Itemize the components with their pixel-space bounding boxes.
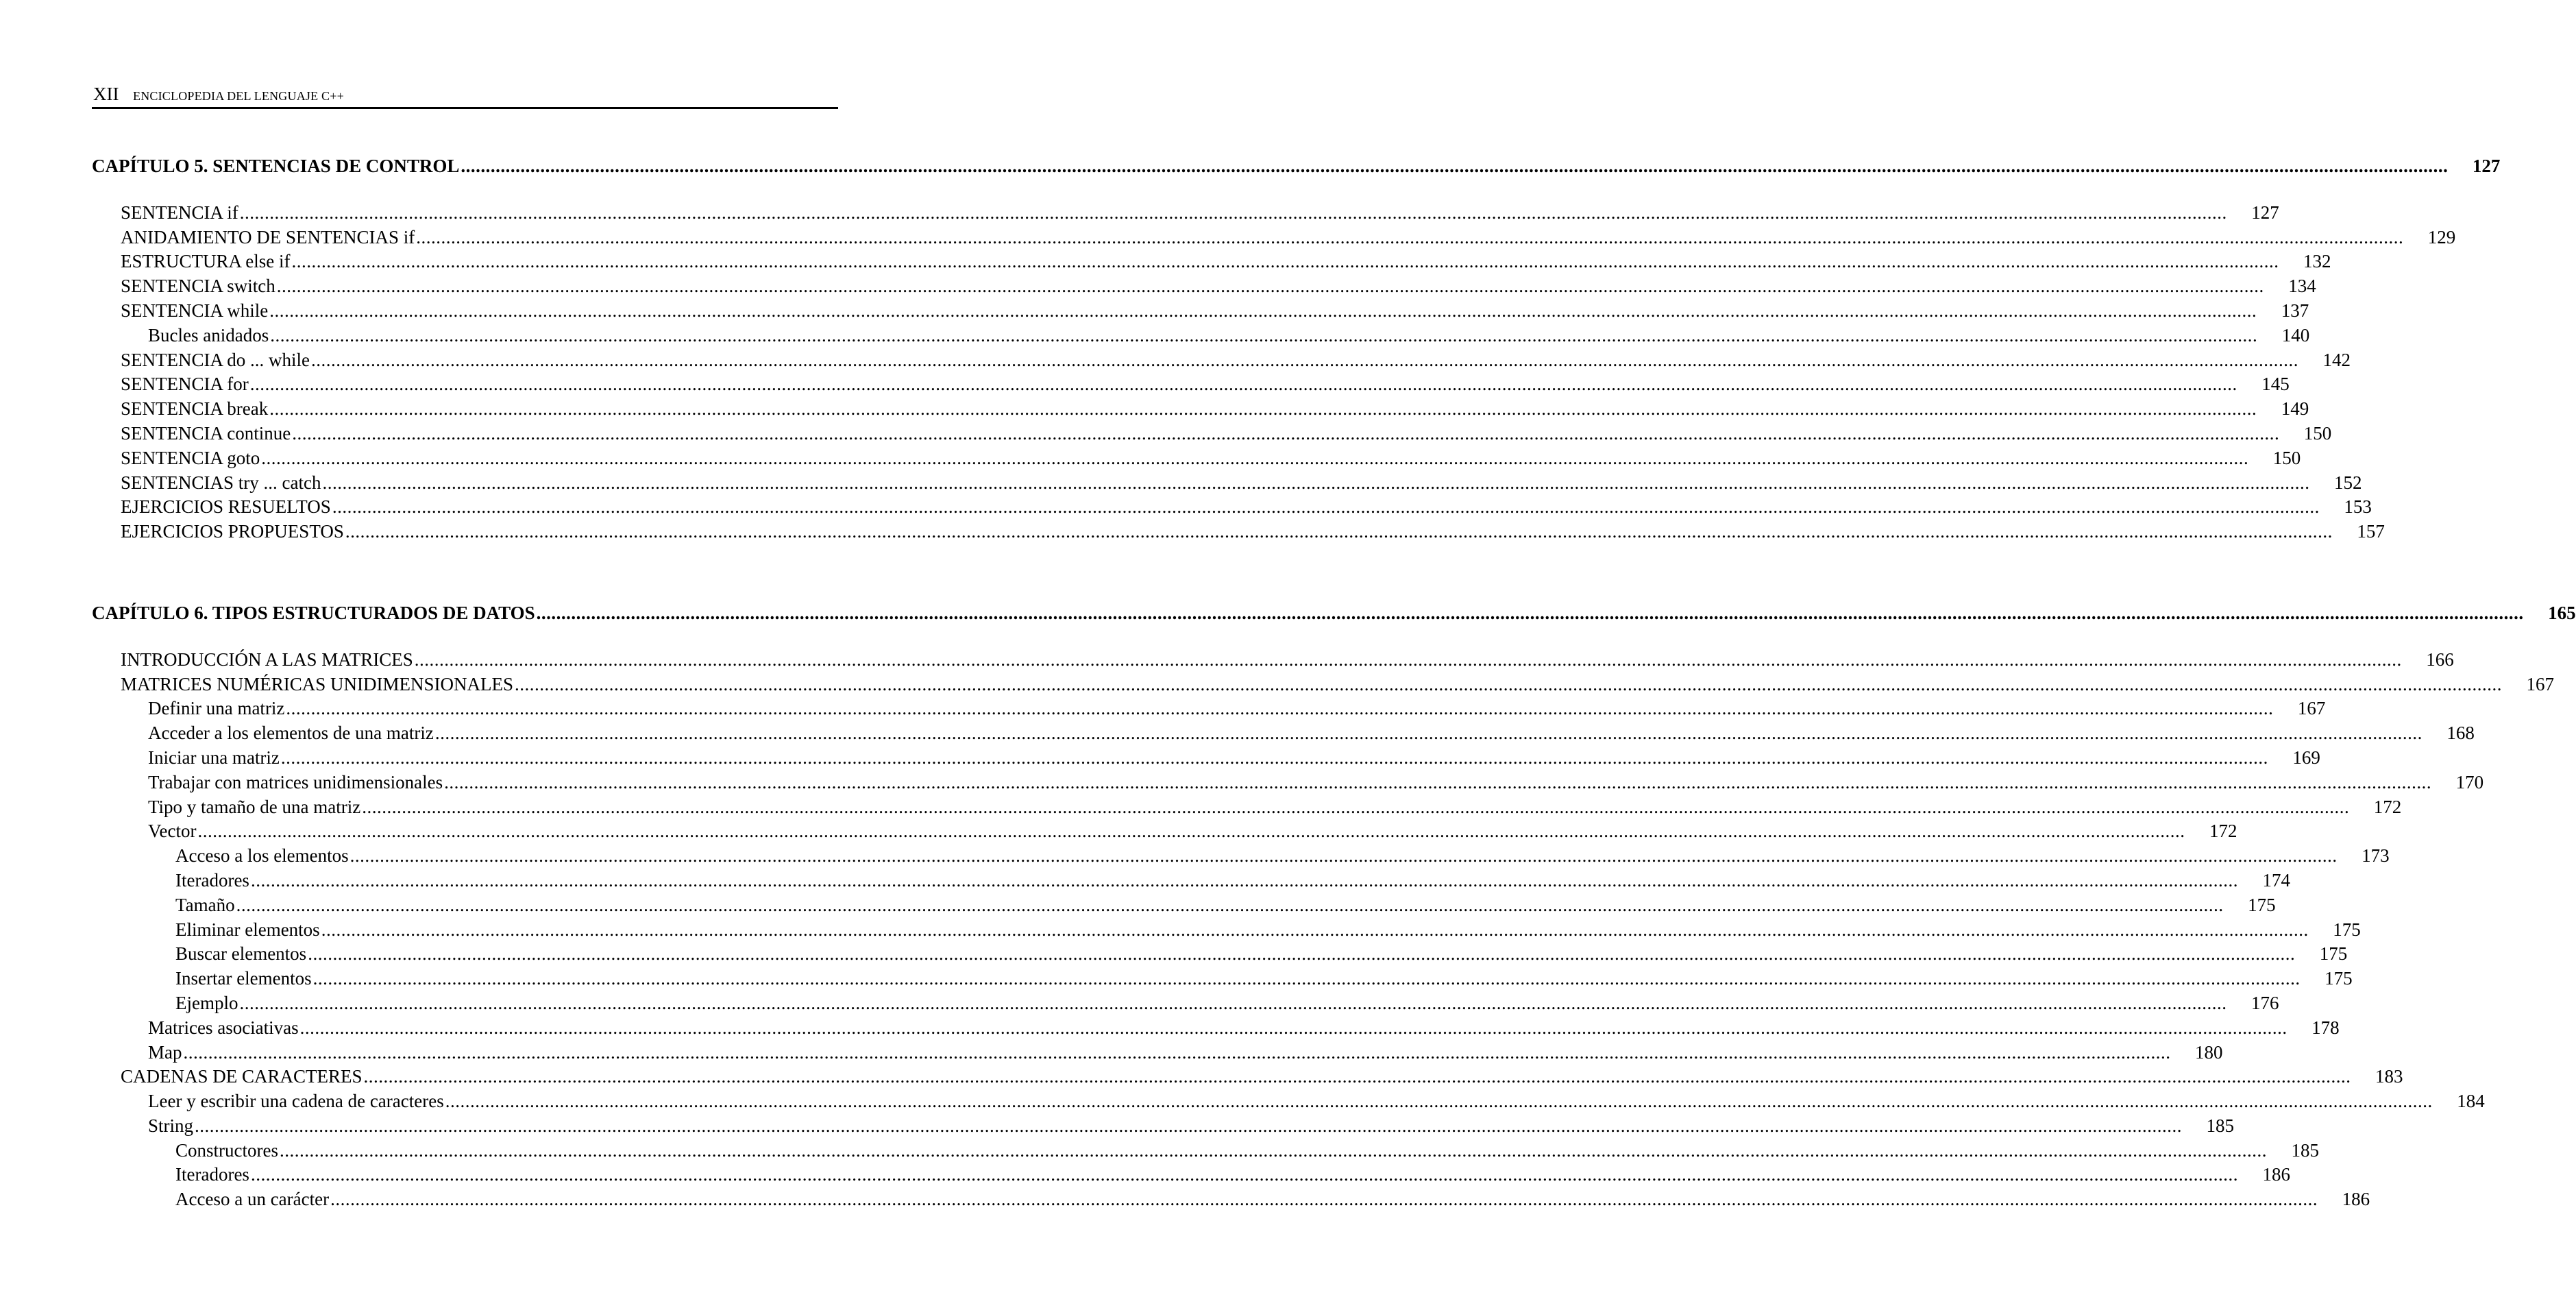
toc-entry[interactable] (92, 274, 2316, 299)
entry-page-number: 184 (2457, 1091, 2485, 1112)
toc-entry[interactable] (92, 201, 2279, 226)
dot-leader: ................................................................................................................................................................................................................................................................................................................................................................................................................ (363, 1066, 2351, 1087)
toc-entry[interactable] (92, 397, 2309, 422)
entry-page-number: 169 (2292, 747, 2320, 768)
entry-page-number: 175 (2333, 919, 2361, 940)
entry-page-number: 174 (2262, 869, 2290, 891)
dot-leader: ................................................................................................................................................................................................................................................................................................................................................................................................................ (349, 845, 2338, 867)
entry-title: CAPÍTULO 6. TIPOS ESTRUCTURADOS DE DATOS (92, 602, 535, 623)
entry-title: String (148, 1115, 194, 1136)
entry-page-number: 134 (2288, 276, 2316, 297)
dot-leader: ................................................................................................................................................................................................................................................................................................................................................................................................................ (332, 496, 2320, 518)
dot-leader: ................................................................................................................................................................................................................................................................................................................................................................................................................ (276, 276, 2264, 297)
dot-leader: ................................................................................................................................................................................................................................................................................................................................................................................................................ (291, 251, 2279, 272)
entry-title: Definir una matriz (148, 698, 285, 719)
chapter-spacer (92, 544, 830, 601)
toc-entry[interactable] (92, 869, 2290, 893)
dot-leader: ................................................................................................................................................................................................................................................................................................................................................................................................................ (249, 374, 2237, 395)
toc-entry[interactable] (92, 819, 2237, 844)
dot-leader: ................................................................................................................................................................................................................................................................................................................................................................................................................ (270, 324, 2258, 346)
toc-entry[interactable] (92, 844, 2390, 869)
dot-leader: ................................................................................................................................................................................................................................................................................................................................................................................................................ (345, 521, 2333, 542)
heading-spacer (92, 626, 830, 648)
entry-page-number: 173 (2362, 845, 2390, 867)
entry-page-number: 166 (2426, 649, 2454, 670)
entry-title: CAPÍTULO 5. SENTENCIAS DE CONTROL (92, 156, 460, 176)
entry-page-number: 149 (2281, 398, 2309, 420)
dot-leader: ................................................................................................................................................................................................................................................................................................................................................................................................................ (414, 649, 2402, 670)
entry-title: EJERCICIOS RESUELTOS (121, 496, 331, 518)
entry-page-number: 140 (2281, 324, 2310, 346)
entry-page-number: 129 (2427, 226, 2456, 247)
entry-title: Tipo y tamaño de una matriz (148, 796, 361, 817)
entry-page-number: 152 (2333, 472, 2362, 493)
toc-entry[interactable] (92, 520, 2385, 544)
entry-title: Insertar elementos (175, 968, 312, 989)
toc-entry[interactable] (92, 967, 2353, 991)
toc-entry[interactable] (92, 771, 2484, 795)
entry-title: Matrices asociativas (148, 1017, 299, 1038)
entry-page-number: 185 (2291, 1139, 2319, 1161)
entry-page-number: 150 (2272, 447, 2301, 468)
toc-entry[interactable] (92, 422, 2332, 446)
entry-page-number: 167 (2297, 698, 2326, 719)
entry-title: Iniciar una matriz (148, 747, 280, 768)
entry-title: ESTRUCTURA else if (121, 251, 291, 272)
dot-leader: ................................................................................................................................................................................................................................................................................................................................................................................................................ (261, 447, 2249, 468)
dot-leader: ................................................................................................................................................................................................................................................................................................................................................................................................................ (197, 821, 2185, 842)
dot-leader: ................................................................................................................................................................................................................................................................................................................................................................................................................ (269, 398, 2257, 420)
entry-page-number: 145 (2261, 374, 2290, 395)
toc-entry[interactable] (92, 471, 2362, 496)
entry-title: Trabajar con matrices unidimensionales (148, 771, 443, 792)
dot-leader: ................................................................................................................................................................................................................................................................................................................................................................................................................ (183, 1041, 2171, 1063)
entry-page-number: 132 (2303, 251, 2331, 272)
toc-entry[interactable] (92, 795, 2402, 820)
entry-page-number: 153 (2344, 496, 2372, 518)
entry-page-number: 186 (2262, 1164, 2290, 1185)
entry-title: Buscar elementos (175, 943, 307, 965)
entry-title: Iteradores (175, 869, 249, 891)
entry-title: Bucles anidados (148, 324, 269, 346)
entry-page-number: 150 (2303, 422, 2332, 444)
toc-entry[interactable] (92, 1041, 2223, 1065)
dot-leader: ................................................................................................................................................................................................................................................................................................................................................................................................................ (239, 202, 2227, 223)
entry-title: Map (148, 1041, 182, 1063)
entry-page-number: 167 (2526, 673, 2555, 694)
book-title: ENCICLOPEDIA DEL LENGUAJE C++ (133, 89, 344, 103)
dot-leader: ................................................................................................................................................................................................................................................................................................................................................................................................................ (515, 673, 2503, 694)
entry-title: Acceso a un carácter (175, 1189, 330, 1210)
dot-leader: ................................................................................................................................................................................................................................................................................................................................................................................................................ (444, 771, 2432, 792)
dot-leader: ................................................................................................................................................................................................................................................................................................................................................................................................................ (416, 226, 2404, 247)
dot-leader: ................................................................................................................................................................................................................................................................................................................................................................................................................ (292, 422, 2280, 444)
entry-page-number: 175 (2248, 894, 2276, 915)
dot-leader: ................................................................................................................................................................................................................................................................................................................................................................................................................ (445, 1091, 2433, 1112)
entry-page-number: 142 (2322, 349, 2351, 370)
entry-title: SENTENCIA switch (121, 276, 275, 297)
entry-page-number: 175 (2319, 943, 2348, 965)
entry-page-number: 185 (2206, 1115, 2235, 1136)
entry-title: INTRODUCCIÓN A LAS MATRICES (121, 649, 413, 670)
table-of-contents (92, 154, 2576, 1212)
entry-title: Iteradores (175, 1164, 249, 1185)
toc-entry[interactable] (92, 1016, 2340, 1041)
entry-page-number: 180 (2195, 1041, 2223, 1063)
toc-entry[interactable] (92, 1114, 2235, 1139)
dot-leader: ................................................................................................................................................................................................................................................................................................................................................................................................................ (312, 968, 2301, 989)
dot-leader: ................................................................................................................................................................................................................................................................................................................................................................................................................ (434, 723, 2422, 744)
entry-title: ANIDAMIENTO DE SENTENCIAS if (121, 226, 415, 247)
dot-leader: ................................................................................................................................................................................................................................................................................................................................................................................................................ (286, 698, 2274, 719)
entry-page-number: 168 (2446, 723, 2475, 744)
entry-page-number: 137 (2281, 300, 2309, 321)
toc-entry[interactable] (92, 495, 2372, 520)
dot-leader: ................................................................................................................................................................................................................................................................................................................................................................................................................ (322, 472, 2310, 493)
entry-page-number: 170 (2455, 771, 2484, 792)
entry-title: SENTENCIA continue (121, 422, 291, 444)
running-header (92, 86, 838, 109)
dot-leader: ................................................................................................................................................................................................................................................................................................................................................................................................................ (362, 796, 2350, 817)
dot-leader: ................................................................................................................................................................................................................................................................................................................................................................................................................ (250, 869, 2238, 891)
toc-entry[interactable] (92, 893, 2276, 918)
dot-leader: ................................................................................................................................................................................................................................................................................................................................................................................................................ (321, 919, 2309, 940)
dot-leader: ................................................................................................................................................................................................................................................................................................................................................................................................................ (239, 992, 2227, 1013)
toc-entry[interactable] (92, 1139, 2319, 1163)
entry-page-number: 157 (2357, 521, 2385, 542)
toc-entry[interactable] (92, 1187, 2370, 1212)
entry-title: SENTENCIA while (121, 300, 269, 321)
toc-entry[interactable] (92, 746, 2320, 771)
toc-entry[interactable] (92, 942, 2348, 967)
toc-entry[interactable] (92, 1065, 2403, 1089)
toc-entry[interactable] (92, 1163, 2290, 1187)
entry-title: Tamaño (175, 894, 235, 915)
entry-title: Vector (148, 821, 197, 842)
entry-title: Ejemplo (175, 992, 238, 1013)
dot-leader: ................................................................................................................................................................................................................................................................................................................................................................................................................ (299, 1017, 2287, 1038)
toc-entry[interactable] (92, 372, 2290, 397)
entry-page-number: 172 (2209, 821, 2237, 842)
entry-title: Constructores (175, 1139, 278, 1161)
dot-leader: ................................................................................................................................................................................................................................................................................................................................................................................................................ (536, 602, 2524, 623)
dot-leader: ................................................................................................................................................................................................................................................................................................................................................................................................................ (461, 156, 2449, 176)
entry-page-number: 186 (2342, 1189, 2370, 1210)
entry-page-number: 165 (2548, 602, 2576, 623)
dot-leader: ................................................................................................................................................................................................................................................................................................................................................................................................................ (279, 1139, 2267, 1161)
entry-title: SENTENCIA if (121, 202, 238, 223)
entry-title: Eliminar elementos (175, 919, 320, 940)
toc-entry[interactable] (92, 250, 2331, 274)
entry-title: SENTENCIA do ... while (121, 349, 310, 370)
chapter-heading[interactable] (92, 154, 2501, 179)
dot-leader: ................................................................................................................................................................................................................................................................................................................................................................................................................ (330, 1189, 2318, 1210)
toc-entry[interactable] (92, 721, 2475, 746)
entry-title: Leer y escribir una cadena de caracteres (148, 1091, 444, 1112)
entry-title: EJERCICIOS PROPUESTOS (121, 521, 344, 542)
toc-entry[interactable] (92, 1089, 2485, 1114)
entry-page-number: 127 (2472, 156, 2501, 176)
entry-page-number: 178 (2311, 1017, 2340, 1038)
entry-title: SENTENCIA goto (121, 447, 260, 468)
toc-entry[interactable] (92, 226, 2456, 250)
entry-title: CADENAS DE CARACTERES (121, 1066, 363, 1087)
page-number: XII (93, 84, 119, 104)
dot-leader: ................................................................................................................................................................................................................................................................................................................................................................................................................ (250, 1164, 2238, 1185)
entry-title: MATRICES NUMÉRICAS UNIDIMENSIONALES (121, 673, 514, 694)
entry-title: SENTENCIA for (121, 374, 249, 395)
toc-entry[interactable] (92, 918, 2361, 943)
entry-page-number: 127 (2251, 202, 2279, 223)
entry-page-number: 175 (2324, 968, 2353, 989)
dot-leader: ................................................................................................................................................................................................................................................................................................................................................................................................................ (195, 1115, 2183, 1136)
entry-page-number: 176 (2250, 992, 2279, 1013)
entry-page-number: 172 (2373, 796, 2402, 817)
entry-title: SENTENCIA break (121, 398, 269, 420)
toc-entry[interactable] (92, 299, 2309, 324)
toc-entry[interactable] (92, 648, 2454, 673)
toc-entry[interactable] (92, 324, 2310, 348)
dot-leader: ................................................................................................................................................................................................................................................................................................................................................................................................................ (280, 747, 2268, 768)
toc-entry[interactable] (92, 673, 2555, 697)
chapter-heading[interactable] (92, 601, 2576, 626)
dot-leader: ................................................................................................................................................................................................................................................................................................................................................................................................................ (236, 894, 2224, 915)
toc-entry[interactable] (92, 348, 2351, 373)
entry-page-number: 183 (2375, 1066, 2403, 1087)
toc-entry[interactable] (92, 446, 2301, 471)
entry-title: Acceso a los elementos (175, 845, 349, 867)
toc-entry[interactable] (92, 697, 2326, 721)
entry-title: SENTENCIAS try ... catch (121, 472, 321, 493)
entry-title: Acceder a los elementos de una matriz (148, 723, 434, 744)
heading-spacer (92, 179, 830, 201)
dot-leader: ................................................................................................................................................................................................................................................................................................................................................................................................................ (311, 349, 2298, 370)
dot-leader: ................................................................................................................................................................................................................................................................................................................................................................................................................ (269, 300, 2257, 321)
dot-leader: ................................................................................................................................................................................................................................................................................................................................................................................................................ (308, 943, 2296, 965)
toc-entry[interactable] (92, 991, 2279, 1016)
